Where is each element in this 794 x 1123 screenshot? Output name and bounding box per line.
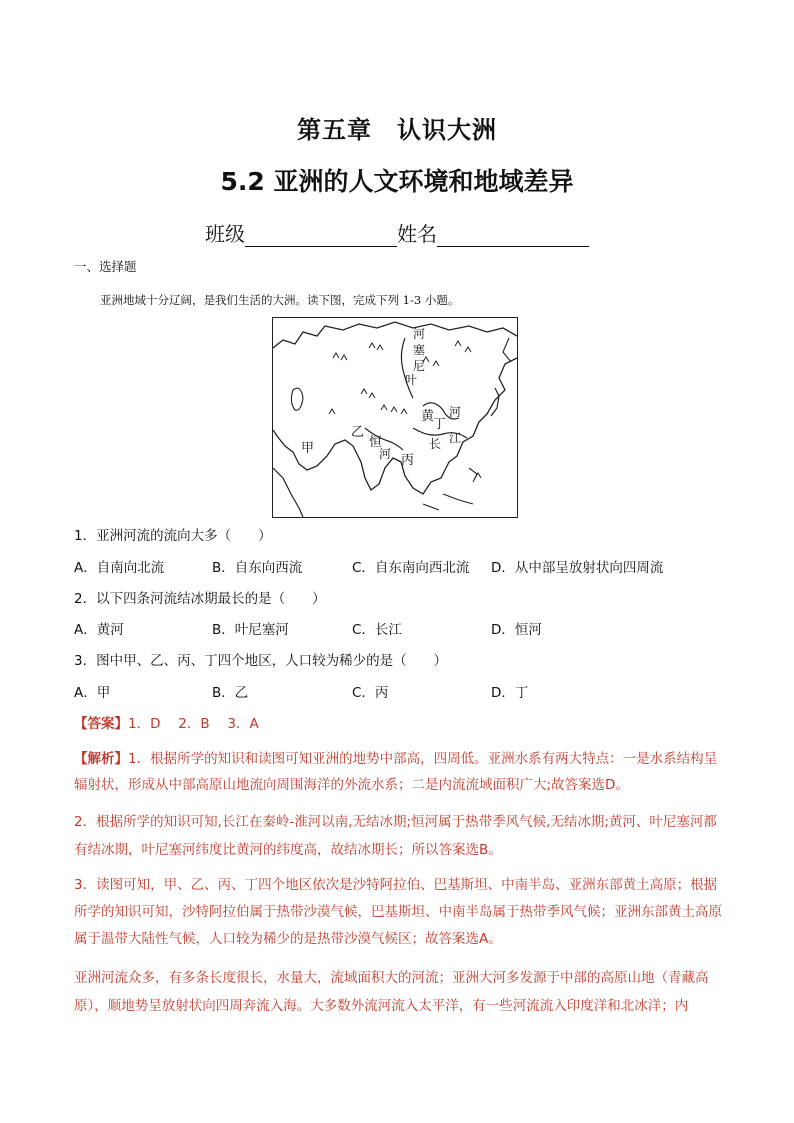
label-jiang: 江	[449, 431, 462, 445]
q1-option-d[interactable]: D．从中部呈放射状向四周流	[491, 560, 664, 576]
yenisei-river	[401, 338, 413, 398]
q2-option-b[interactable]: B．叶尼塞河	[212, 622, 289, 638]
africa-coast	[273, 468, 303, 517]
section-title: 5.2 亚洲的人文环境和地域差异	[220, 167, 574, 196]
label-jia: 甲	[301, 441, 315, 456]
asia-map	[272, 317, 518, 518]
analysis-p3	[74, 872, 724, 953]
question-3-stem: 3．图中甲、乙、丙、丁四个地区，人口较为稀少的是（ ）	[74, 653, 448, 669]
q2-option-d[interactable]: D．恒河	[491, 622, 542, 638]
label-ding: 丁	[433, 417, 447, 432]
analysis-p1-text: 1．根据所学的知识和读图可知亚洲的地势中部高，四周低。亚洲水系有两大特点：一是水系结构呈辐射状，形成从中部高原山地流向周围海洋的外流水系；二是内流流域面积广大;故答案选D。	[74, 751, 718, 793]
intro-text: 亚洲地域十分辽阔，是我们生活的大洲。读下图，完成下列 1-3 小题。	[100, 293, 460, 307]
label-bing: 丙	[401, 453, 415, 468]
answer-line	[74, 714, 734, 734]
q1-option-a[interactable]: A．自南向北流	[74, 560, 165, 576]
answer-label: 【答案】	[74, 716, 128, 732]
answer-text: 1．D 2．B 3．A	[128, 716, 259, 732]
class-blank[interactable]	[245, 224, 397, 247]
indonesia	[423, 494, 473, 510]
section-heading: 一、选择题	[74, 259, 137, 274]
label-he-yenisei: 河	[413, 327, 426, 341]
analysis-p1	[74, 746, 724, 798]
label-ye: 叶	[405, 373, 418, 387]
kamchatka	[503, 338, 511, 362]
analysis-label: 【解析】	[74, 751, 128, 767]
analysis-p2	[74, 808, 724, 864]
q2-option-a[interactable]: A．黄河	[74, 622, 124, 638]
analysis-p3-num: 3．	[74, 877, 97, 893]
q2-option-c[interactable]: C．长江	[352, 622, 402, 638]
label-yi: 乙	[351, 425, 365, 440]
asia-map-drawing	[273, 318, 517, 517]
japan-islands	[491, 388, 499, 416]
analysis-p2-text: 根据所学的知识可知,长江在秦岭-淮河以南,无结冰期;恒河属于热带季风气候,无结冰期;黄河、叶尼塞河都有结冰期，叶尼塞河纬度比黄河的纬度高，故结冰期长；所以答案选B。	[74, 814, 717, 858]
label-heng-he: 河	[379, 447, 392, 461]
label-ni: 尼	[413, 359, 426, 373]
label-heng: 恒	[369, 435, 383, 450]
class-name-line	[0, 218, 794, 247]
philippines	[469, 468, 477, 482]
name-blank[interactable]	[437, 224, 589, 247]
chapter-title: 第五章 认识大洲	[297, 116, 497, 144]
label-huang: 黄	[421, 409, 435, 424]
q1-option-c[interactable]: C．自东南向西北流	[352, 560, 470, 576]
q3-option-c[interactable]: C．丙	[352, 685, 389, 701]
q3-option-a[interactable]: A．甲	[74, 685, 111, 701]
question-1-stem: 1．亚洲河流的流向大多（ ）	[74, 528, 272, 544]
caspian-sea	[291, 388, 303, 410]
q3-option-d[interactable]: D．丁	[491, 685, 529, 701]
label-sai: 塞	[413, 343, 426, 357]
label-chang: 长	[429, 437, 442, 451]
analysis-p3-text: 读图可知，甲、乙、丙、丁四个地区依次是沙特阿拉伯、巴基斯坦、中南半岛、亚洲东部黄土高原；根据所学的知识可知，沙特阿拉伯属于热带沙漠气候，巴基斯坦、中南半岛属于热带季风气候；亚洲东部黄土高原属于温带大陆性气候，人口较为稀少的是热带沙漠气候区；故答案选A。	[74, 877, 722, 947]
class-label: 班级	[205, 222, 245, 246]
label-he: 河	[449, 405, 462, 419]
question-2-stem: 2．以下四条河流结冰期最长的是（ ）	[74, 591, 326, 607]
q3-option-b[interactable]: B．乙	[212, 685, 249, 701]
analysis-p4: 亚洲河流众多，有多条长度很长，水量大，流域面积大的河流；亚洲大河多发源于中部的高原山地（青藏高原），顺地势呈放射状向四周奔流入海。大多数外流河流入太平洋，有一些河流流入印度洋和北冰洋；内	[74, 970, 709, 1014]
analysis-p2-num: 2．	[74, 814, 97, 830]
name-label: 姓名	[397, 222, 437, 246]
q1-option-b[interactable]: B．自东向西流	[212, 560, 303, 576]
